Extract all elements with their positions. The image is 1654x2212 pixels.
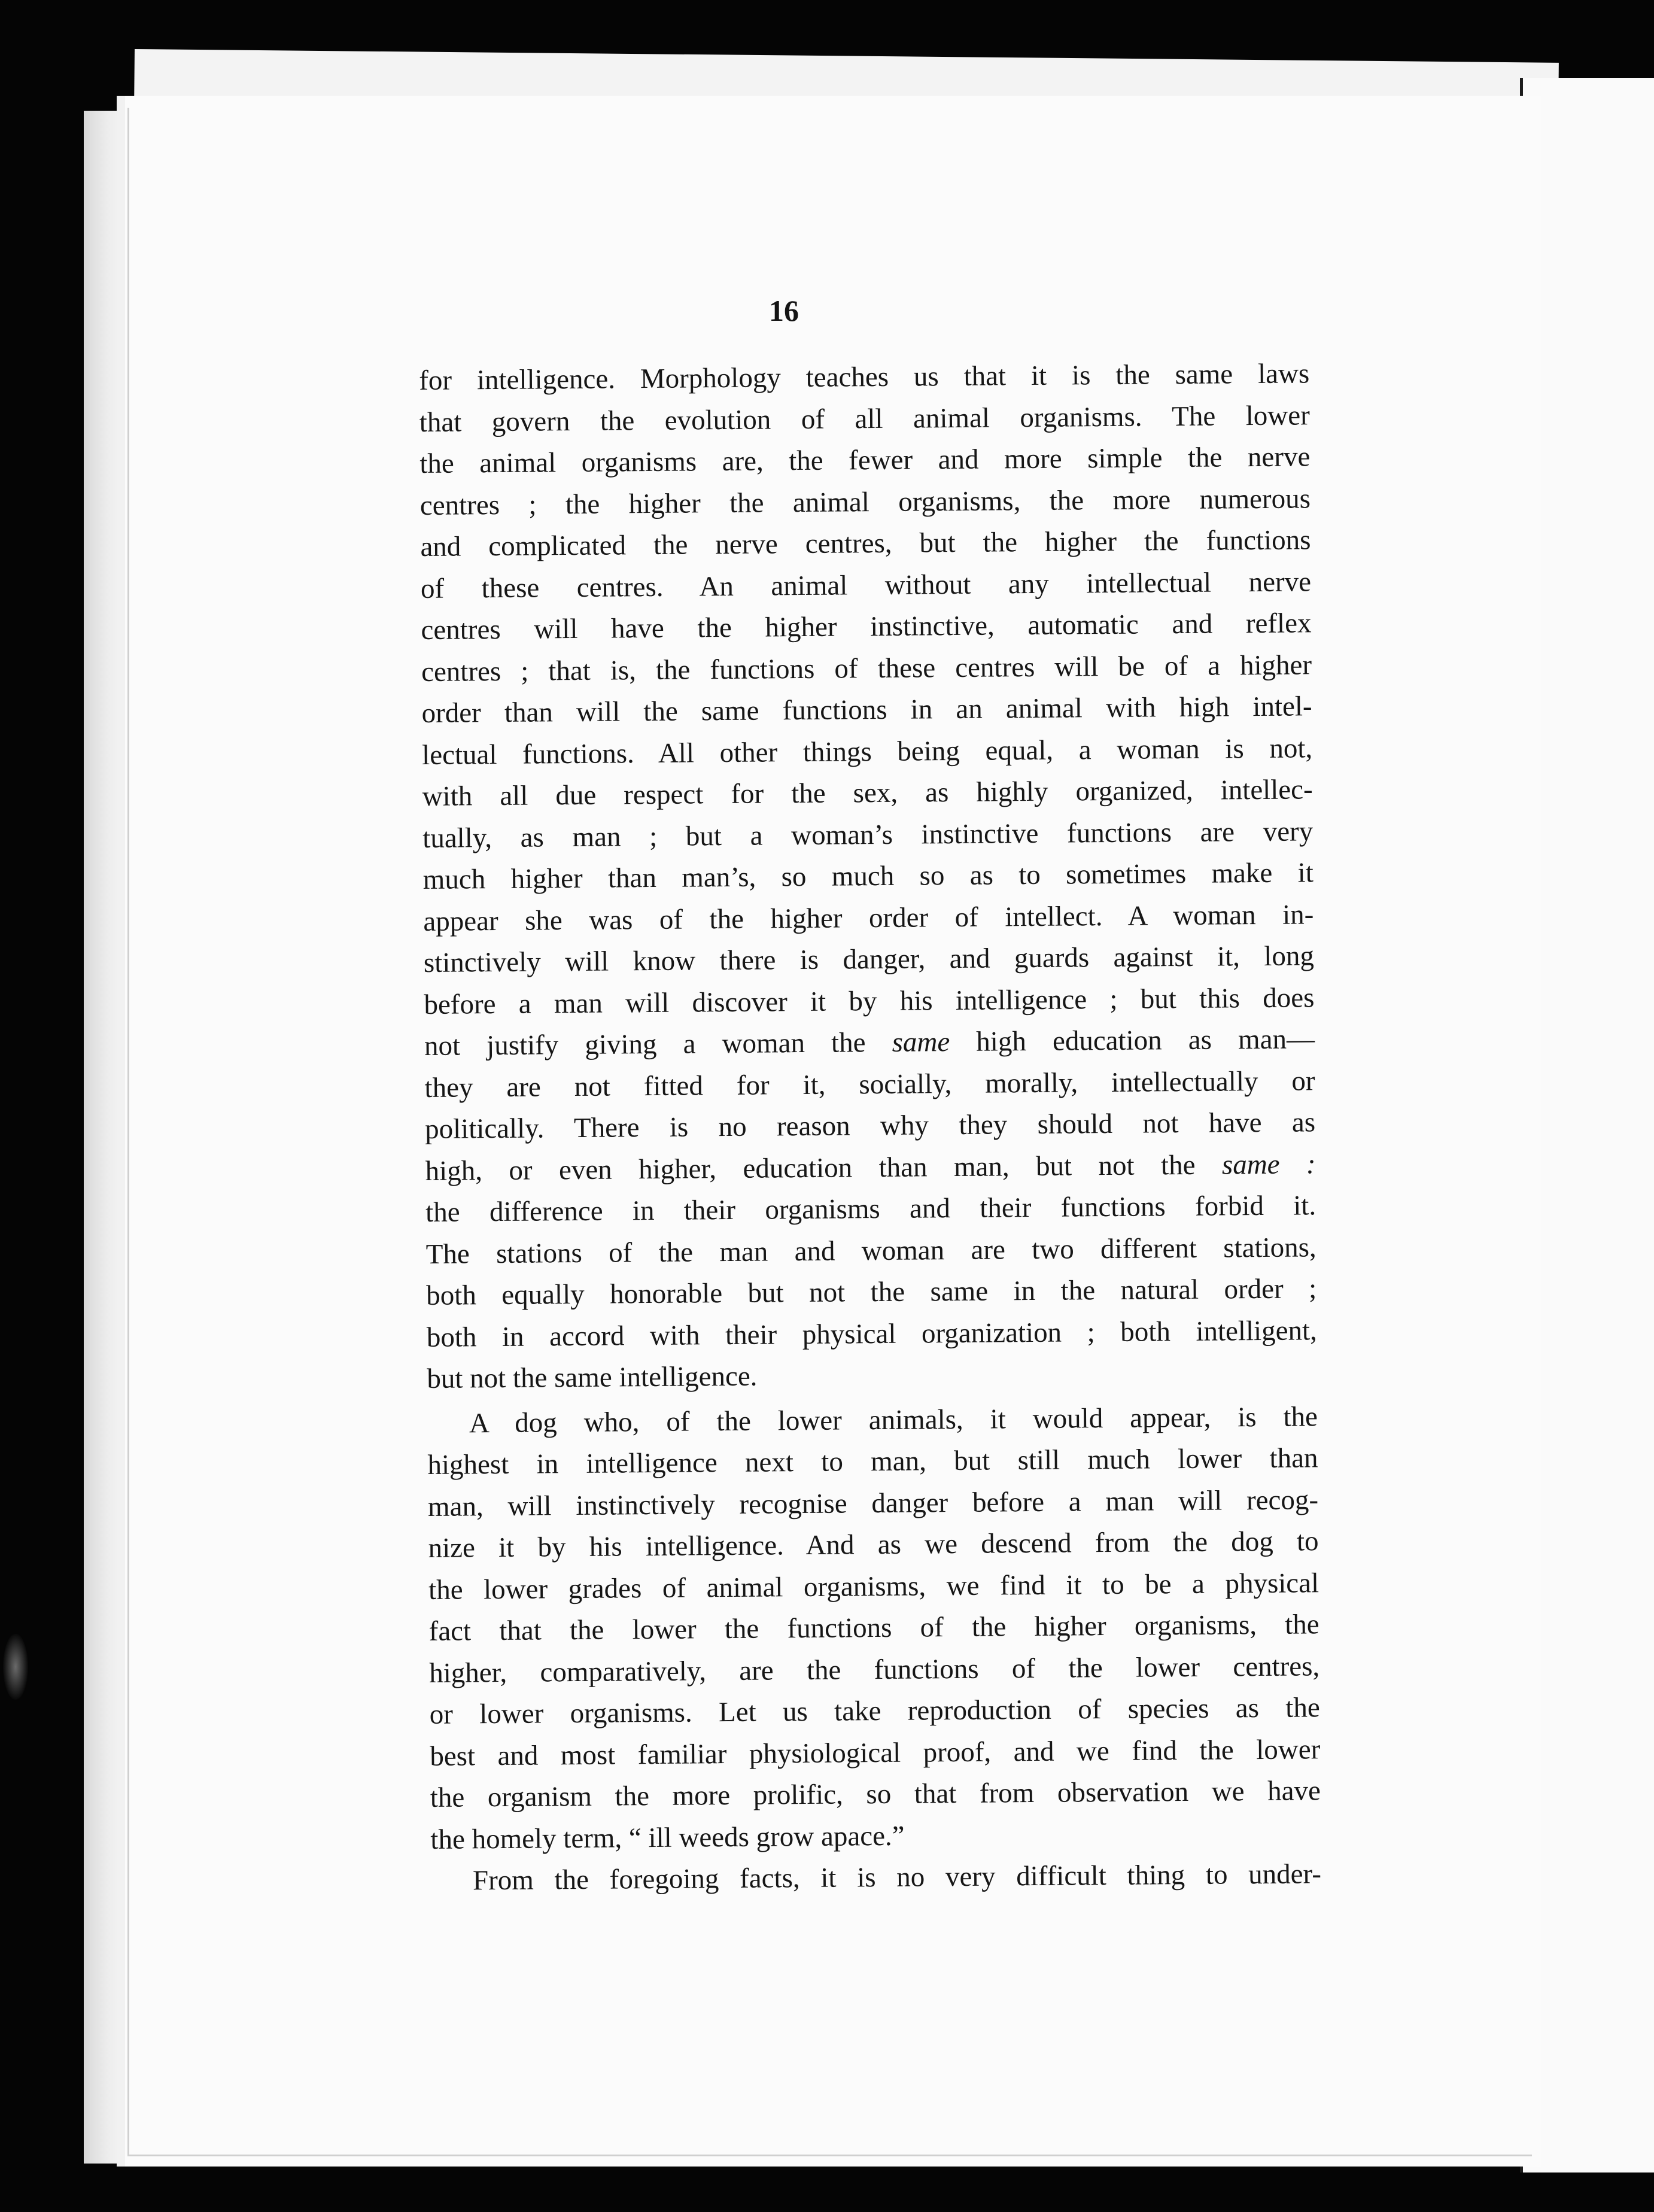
text-line: with all due respect for the sex, as highly organized, intellec- [422, 774, 1313, 812]
emphasis-same: same : [1221, 1148, 1316, 1181]
text-line [425, 1144, 1316, 1192]
text-line: best and most familiar physiological proof, and we find the lower [430, 1733, 1321, 1772]
text-line: man, will instinctively recognise danger before a man will recog- [427, 1484, 1319, 1523]
text-line: centres ; that is, the functions of these centres will be of a higher [421, 649, 1312, 688]
text-line: fact that the lower the functions of the higher organisms, the [428, 1609, 1319, 1647]
text-line: higher, comparatively, are the functions of the lower centres, [429, 1650, 1320, 1689]
text-line: stinctively will know there is danger, and guards against it, long [423, 940, 1315, 979]
text-line: A dog who, of the lower animals, it would appear, is the [469, 1400, 1318, 1439]
text-line: the homely term, “ ill weeds grow apace.” [430, 1820, 905, 1855]
text-line: the organism the more prolific, so that from observation we have [430, 1775, 1321, 1813]
text-line: for intelligence. Morphology teaches us that it is the same laws [419, 358, 1310, 396]
text-line: the difference in their organisms and their functions forbid it. [425, 1190, 1316, 1228]
text-line: The stations of the man and woman are two different stations, [425, 1231, 1316, 1270]
text-line: appear she was of the higher order of intellect. A woman in- [423, 898, 1314, 937]
text-line: highest in intelligence next to man, but still much lower than [427, 1442, 1318, 1481]
text-line: order than will the same functions in an animal with high intel- [421, 691, 1312, 729]
text-line: From the foregoing facts, it is no very difficult thing to under- [472, 1858, 1322, 1897]
text-span: high education as man— [949, 1023, 1315, 1058]
emphasis-same: same [892, 1026, 950, 1058]
text-line: that govern the evolution of all animal organisms. The lower [419, 399, 1310, 438]
text-line: both in accord with their physical organization ; both intelligent, [426, 1314, 1317, 1353]
text-line: centres will have the higher instinctive, automatic and reflex [421, 607, 1312, 646]
body-text [419, 353, 1321, 1902]
text-line: much higher than man’s, so much so as to sometimes make it [422, 857, 1314, 895]
text-line: both equally honorable but not the same in the natural order ; [426, 1273, 1317, 1311]
text-line: of these centres. An animal without any intellectual nerve [420, 566, 1312, 604]
text-line: and complicated the nerve centres, but the higher the functions [420, 524, 1311, 563]
text-line: politically. There is no reason why they should not have as [424, 1107, 1316, 1145]
text-line: before a man will discover it by his intelligence ; but this does [424, 982, 1315, 1020]
text-span: not justify giving a woman the [424, 1026, 892, 1062]
text-line: tually, as man ; but a woman’s instinctive functions are very [422, 815, 1314, 854]
text-line: centres ; the higher the animal organisms, the more numerous [419, 482, 1311, 521]
text-line [424, 1019, 1315, 1067]
text-line: but not the same intelligence. [427, 1360, 758, 1394]
text-line: the lower grades of animal organisms, we find it to be a physical [428, 1567, 1319, 1606]
text-line: nize it by his intelligence. And as we descend from the dog to [428, 1526, 1319, 1564]
text-line: or lower organisms. Let us take reproduction of species as the [429, 1692, 1320, 1730]
scan-shadow [3, 1634, 28, 1700]
page-number: 16 [769, 294, 799, 327]
text-line: they are not fitted for it, socially, morally, intellectually or [424, 1065, 1315, 1104]
text-line: the animal organisms are, the fewer and more simple the nerve [419, 441, 1311, 479]
text-span: high, or even higher, education than man, but not the [425, 1149, 1223, 1187]
text-line: lectual functions. All other things being equal, a woman is not, [421, 732, 1313, 771]
